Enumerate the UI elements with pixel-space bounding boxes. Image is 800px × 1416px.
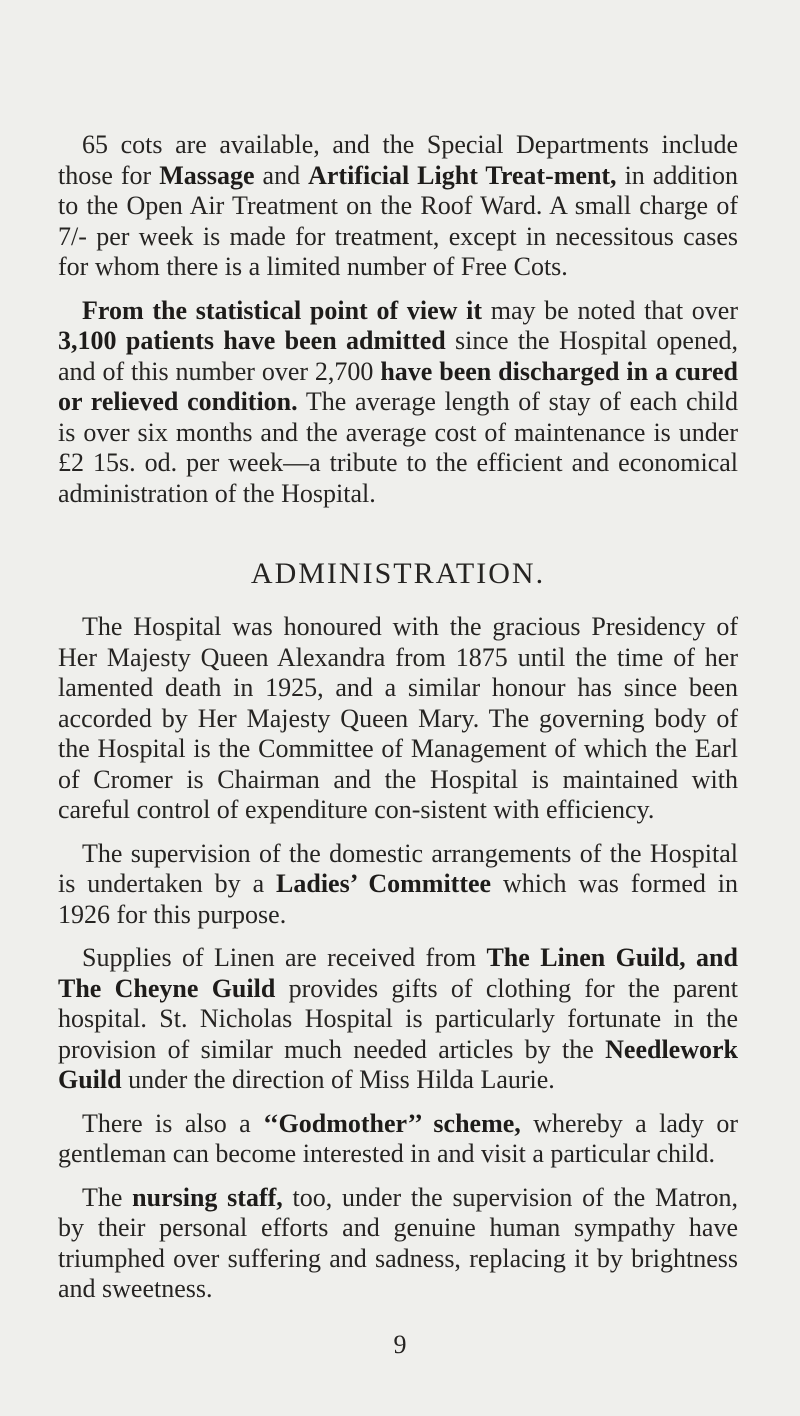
stats-bold-2: 3,100 patients have been admitted xyxy=(58,326,446,355)
admin-paragraph-5 xyxy=(58,1183,738,1305)
stats-bold-3: have been discharged in a cured or relieved condition. xyxy=(58,356,738,416)
intro-text-3: in addition to the Open Air Treatment on the Roof Ward. A small charge of 7/- per week is made for treatment, except in necessitous cases for whom there is a limited number of Free Cots. xyxy=(58,160,739,281)
stats-text-1: may be noted that over xyxy=(482,295,738,325)
intro-paragraph xyxy=(58,130,738,283)
admin-p2-text-1: The supervision of the domestic arrangements of the Hospital is undertaken by a xyxy=(58,838,738,898)
stats-bold-1: From the statistical point of view it xyxy=(82,295,483,325)
admin-p3-bold-needlework: Needlework Guild xyxy=(58,1034,738,1094)
admin-p5-text-2: too, under the supervision of the Matron, by their personal efforts and genuine human sympathy have triumphed over suffering and sadness, replacing it by brightness and sweetness. xyxy=(58,1182,739,1303)
admin-p2-bold-ladies-committee: Ladies’ Committee xyxy=(276,869,492,898)
admin-p5-bold-nursing-staff: nursing staff, xyxy=(132,1182,283,1212)
admin-paragraph-3 xyxy=(58,943,738,1096)
intro-bold-artificial-light: Artificial Light Treat-ment, xyxy=(308,160,617,190)
admin-p4-bold-godmother: ‘‘Godmother’’ scheme, xyxy=(263,1108,521,1138)
stats-text-2: since the Hospital opened, and of this number over 2,700 xyxy=(58,326,738,386)
intro-text-1: 65 cots are available, and the Special Departments include those for xyxy=(58,130,738,190)
intro-text-2: and xyxy=(254,160,309,190)
statistics-paragraph xyxy=(58,296,738,510)
admin-paragraph-2 xyxy=(58,839,738,931)
admin-p4-text-2: whereby a lady or gentleman can become interested in and visit a particular child. xyxy=(58,1108,738,1168)
admin-p3-text-2: provides gifts of clothing for the parent hospital. St. Nicholas Hospital is particularly fortunate in the provision of similar much needed articles by the xyxy=(58,973,738,1064)
admin-p2-text-2: which was formed in 1926 for this purpose. xyxy=(58,869,739,929)
admin-p5-text-1: The xyxy=(82,1182,133,1212)
admin-p3-text-3: under the direction of Miss Hilda Laurie. xyxy=(121,1065,555,1094)
stats-text-3: The average length of stay of each child is over six months and the average cost of maintenance is under £2 15s. od. per week—a tribute to the efficient and economical administration of the Hospital. xyxy=(58,387,738,508)
admin-paragraph-4 xyxy=(58,1109,738,1170)
admin-p4-text-1: There is also a xyxy=(82,1108,264,1138)
section-heading: ADMINISTRATION. xyxy=(250,557,546,590)
intro-bold-massage: Massage xyxy=(159,160,255,190)
admin-paragraph-1: The Hospital was honoured with the gracious Presidency of Her Majesty Queen Alexandra from 1875 until the time of her lamented death in 1925, and a similar honour has since been accorded by Her Majesty Queen Mary. The governing body of the Hospital is the Committee of Management of which the Earl of Cromer is Chairman and the Hospital is maintained with careful control of expenditure con-sistent with efficiency. xyxy=(58,612,738,824)
admin-p3-bold-guilds: The Linen Guild, and The Cheyne Guild xyxy=(58,943,738,1003)
admin-p3-text-1: Supplies of Linen are received from xyxy=(82,943,487,972)
body-text xyxy=(58,130,739,1318)
page-number: 9 xyxy=(393,1330,407,1359)
heading-wrap xyxy=(58,522,738,612)
